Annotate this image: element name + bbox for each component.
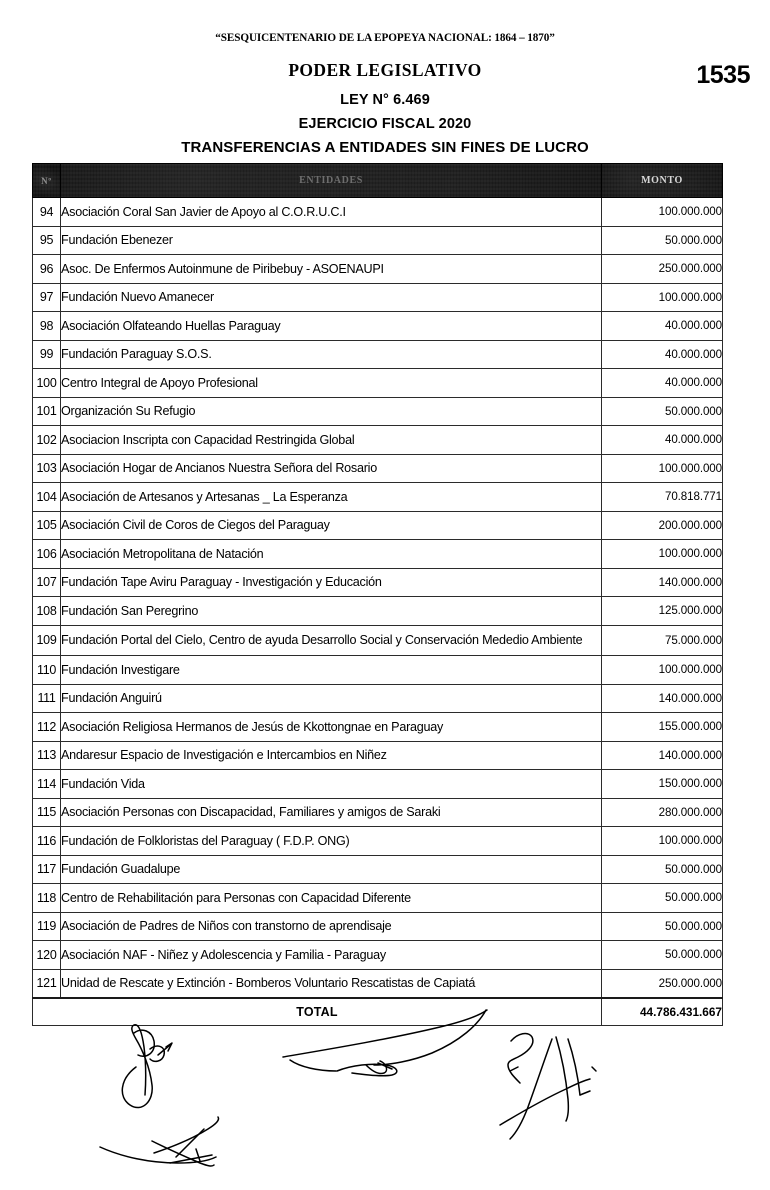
- column-header-amount: MONTO: [602, 164, 723, 198]
- entity-amount: 50.000.000: [602, 226, 723, 255]
- entity-name: Fundación Investigare: [61, 656, 602, 685]
- row-number: 103: [33, 454, 61, 483]
- table-head: [33, 164, 723, 198]
- entity-amount: 280.000.000: [602, 798, 723, 827]
- entity-amount: 50.000.000: [602, 941, 723, 970]
- law-number: LEY N° 6.469: [340, 92, 430, 108]
- entity-amount: 75.000.000: [602, 625, 723, 656]
- table-row: [33, 283, 723, 312]
- entity-amount: 250.000.000: [602, 969, 723, 998]
- table-row: [33, 713, 723, 742]
- entity-amount: 140.000.000: [602, 568, 723, 597]
- entity-name: Asociación Olfateando Huellas Paraguay: [61, 312, 602, 341]
- page-number: 1535: [696, 61, 750, 89]
- signature-lower-left: [100, 1117, 219, 1166]
- entity-amount: 250.000.000: [602, 255, 723, 284]
- entity-amount: 100.000.000: [602, 656, 723, 685]
- table-row: [33, 454, 723, 483]
- entity-name: Fundación Ebenezer: [61, 226, 602, 255]
- row-number: 100: [33, 369, 61, 398]
- fiscal-year: EJERCICIO FISCAL 2020: [298, 116, 472, 132]
- national-motto: “SESQUICENTENARIO DE LA EPOPEYA NACIONAL: 1864 – 1870”: [215, 32, 555, 44]
- entity-name: Fundación de Folkloristas del Paraguay ( F.D.P. ONG): [61, 827, 602, 856]
- table-row: [33, 340, 723, 369]
- entity-amount: 70.818.771: [602, 483, 723, 512]
- table-row: [33, 369, 723, 398]
- row-number: 114: [33, 770, 61, 799]
- row-number: 110: [33, 656, 61, 685]
- table-row: [33, 312, 723, 341]
- table-row: [33, 855, 723, 884]
- row-number: 118: [33, 884, 61, 913]
- column-header-entity: ENTIDADES: [61, 164, 602, 198]
- row-number: 112: [33, 713, 61, 742]
- entity-name: Fundación Tape Aviru Paraguay - Investigación y Educación: [61, 568, 602, 597]
- row-number: 98: [33, 312, 61, 341]
- entity-name: Fundación Vida: [61, 770, 602, 799]
- entity-name: Asociación de Artesanos y Artesanas _ La Esperanza: [61, 483, 602, 512]
- total-amount: 44.786.431.667: [602, 998, 723, 1026]
- entity-name: Asociación Personas con Discapacidad, Familiares y amigos de Saraki: [61, 798, 602, 827]
- entity-name: Asociación Civil de Coros de Ciegos del Paraguay: [61, 511, 602, 540]
- entity-amount: 40.000.000: [602, 312, 723, 341]
- table-row: [33, 426, 723, 455]
- row-number: 111: [33, 684, 61, 713]
- document-header: [0, 0, 770, 156]
- row-number: 97: [33, 283, 61, 312]
- entity-name: Asociacion Inscripta con Capacidad Restringida Global: [61, 426, 602, 455]
- transfers-table: [32, 163, 723, 1026]
- entity-name: Centro de Rehabilitación para Personas con Capacidad Diferente: [61, 884, 602, 913]
- row-number: 102: [33, 426, 61, 455]
- entity-amount: 100.000.000: [602, 198, 723, 227]
- table-row: [33, 770, 723, 799]
- table-row: [33, 741, 723, 770]
- entity-amount: 100.000.000: [602, 540, 723, 569]
- entity-amount: 200.000.000: [602, 511, 723, 540]
- table-row: [33, 397, 723, 426]
- table-row: [33, 540, 723, 569]
- entity-amount: 140.000.000: [602, 741, 723, 770]
- table-row: [33, 568, 723, 597]
- table-row: [33, 941, 723, 970]
- signature-right: [500, 1034, 596, 1139]
- table-body: [33, 198, 723, 1026]
- row-number: 96: [33, 255, 61, 284]
- column-header-number: Nº: [33, 164, 61, 198]
- row-number: 105: [33, 511, 61, 540]
- signature-area: [0, 1005, 770, 1190]
- row-number: 109: [33, 625, 61, 656]
- section-title: TRANSFERENCIAS A ENTIDADES SIN FINES DE LUCRO: [181, 139, 589, 156]
- table-row: [33, 625, 723, 656]
- entity-amount: 50.000.000: [602, 397, 723, 426]
- entity-name: Asociación Religiosa Hermanos de Jesús de Kkottongnae en Paraguay: [61, 713, 602, 742]
- row-number: 119: [33, 912, 61, 941]
- total-label: TOTAL: [33, 998, 602, 1026]
- entity-name: Andaresur Espacio de Investigación e Intercambios en Niñez: [61, 741, 602, 770]
- entity-amount: 140.000.000: [602, 684, 723, 713]
- row-number: 106: [33, 540, 61, 569]
- table-row: [33, 226, 723, 255]
- row-number: 121: [33, 969, 61, 998]
- table-row: [33, 798, 723, 827]
- entity-name: Centro Integral de Apoyo Profesional: [61, 369, 602, 398]
- entity-name: Fundación Paraguay S.O.S.: [61, 340, 602, 369]
- table-row: [33, 656, 723, 685]
- entity-name: Fundación San Peregrino: [61, 597, 602, 626]
- entity-name: Fundación Guadalupe: [61, 855, 602, 884]
- table-row: [33, 684, 723, 713]
- entity-name: Asoc. De Enfermos Autoinmune de Piribebuy - ASOENAUPI: [61, 255, 602, 284]
- entity-amount: 100.000.000: [602, 454, 723, 483]
- entity-name: Asociación NAF - Niñez y Adolescencia y Familia - Paraguay: [61, 941, 602, 970]
- entity-name: Asociación Hogar de Ancianos Nuestra Señora del Rosario: [61, 454, 602, 483]
- entity-name: Asociación de Padres de Niños con transtorno de aprendisaje: [61, 912, 602, 941]
- transfers-table-container: [32, 163, 723, 1026]
- signature-left: [122, 1025, 172, 1108]
- entity-amount: 40.000.000: [602, 340, 723, 369]
- row-number: 113: [33, 741, 61, 770]
- entity-name: Asociación Coral San Javier de Apoyo al C.O.R.U.C.I: [61, 198, 602, 227]
- row-number: 120: [33, 941, 61, 970]
- entity-name: Asociación Metropolitana de Natación: [61, 540, 602, 569]
- entity-amount: 40.000.000: [602, 426, 723, 455]
- table-row: [33, 597, 723, 626]
- entity-amount: 155.000.000: [602, 713, 723, 742]
- table-row: [33, 969, 723, 998]
- table-row: [33, 827, 723, 856]
- table-row: [33, 884, 723, 913]
- entity-amount: 150.000.000: [602, 770, 723, 799]
- institution-title: PODER LEGISLATIVO: [288, 60, 482, 80]
- entity-amount: 50.000.000: [602, 855, 723, 884]
- table-row: [33, 255, 723, 284]
- entity-name: Organización Su Refugio: [61, 397, 602, 426]
- row-number: 117: [33, 855, 61, 884]
- row-number: 115: [33, 798, 61, 827]
- table-header-row: [33, 164, 723, 198]
- row-number: 107: [33, 568, 61, 597]
- table-row: [33, 483, 723, 512]
- row-number: 99: [33, 340, 61, 369]
- row-number: 104: [33, 483, 61, 512]
- row-number: 94: [33, 198, 61, 227]
- entity-amount: 50.000.000: [602, 912, 723, 941]
- table-row: [33, 912, 723, 941]
- entity-amount: 40.000.000: [602, 369, 723, 398]
- entity-amount: 125.000.000: [602, 597, 723, 626]
- entity-name: Unidad de Rescate y Extinción - Bomberos Voluntario Rescatistas de Capiatá: [61, 969, 602, 998]
- entity-name: Fundación Anguirú: [61, 684, 602, 713]
- row-number: 108: [33, 597, 61, 626]
- table-row: [33, 198, 723, 227]
- entity-amount: 100.000.000: [602, 283, 723, 312]
- entity-amount: 50.000.000: [602, 884, 723, 913]
- entity-name: Fundación Nuevo Amanecer: [61, 283, 602, 312]
- row-number: 101: [33, 397, 61, 426]
- entity-amount: 100.000.000: [602, 827, 723, 856]
- table-row: [33, 511, 723, 540]
- entity-name: Fundación Portal del Cielo, Centro de ayuda Desarrollo Social y Conservación Mededio Ambiente: [61, 625, 602, 656]
- total-row: [33, 998, 723, 1026]
- row-number: 116: [33, 827, 61, 856]
- row-number: 95: [33, 226, 61, 255]
